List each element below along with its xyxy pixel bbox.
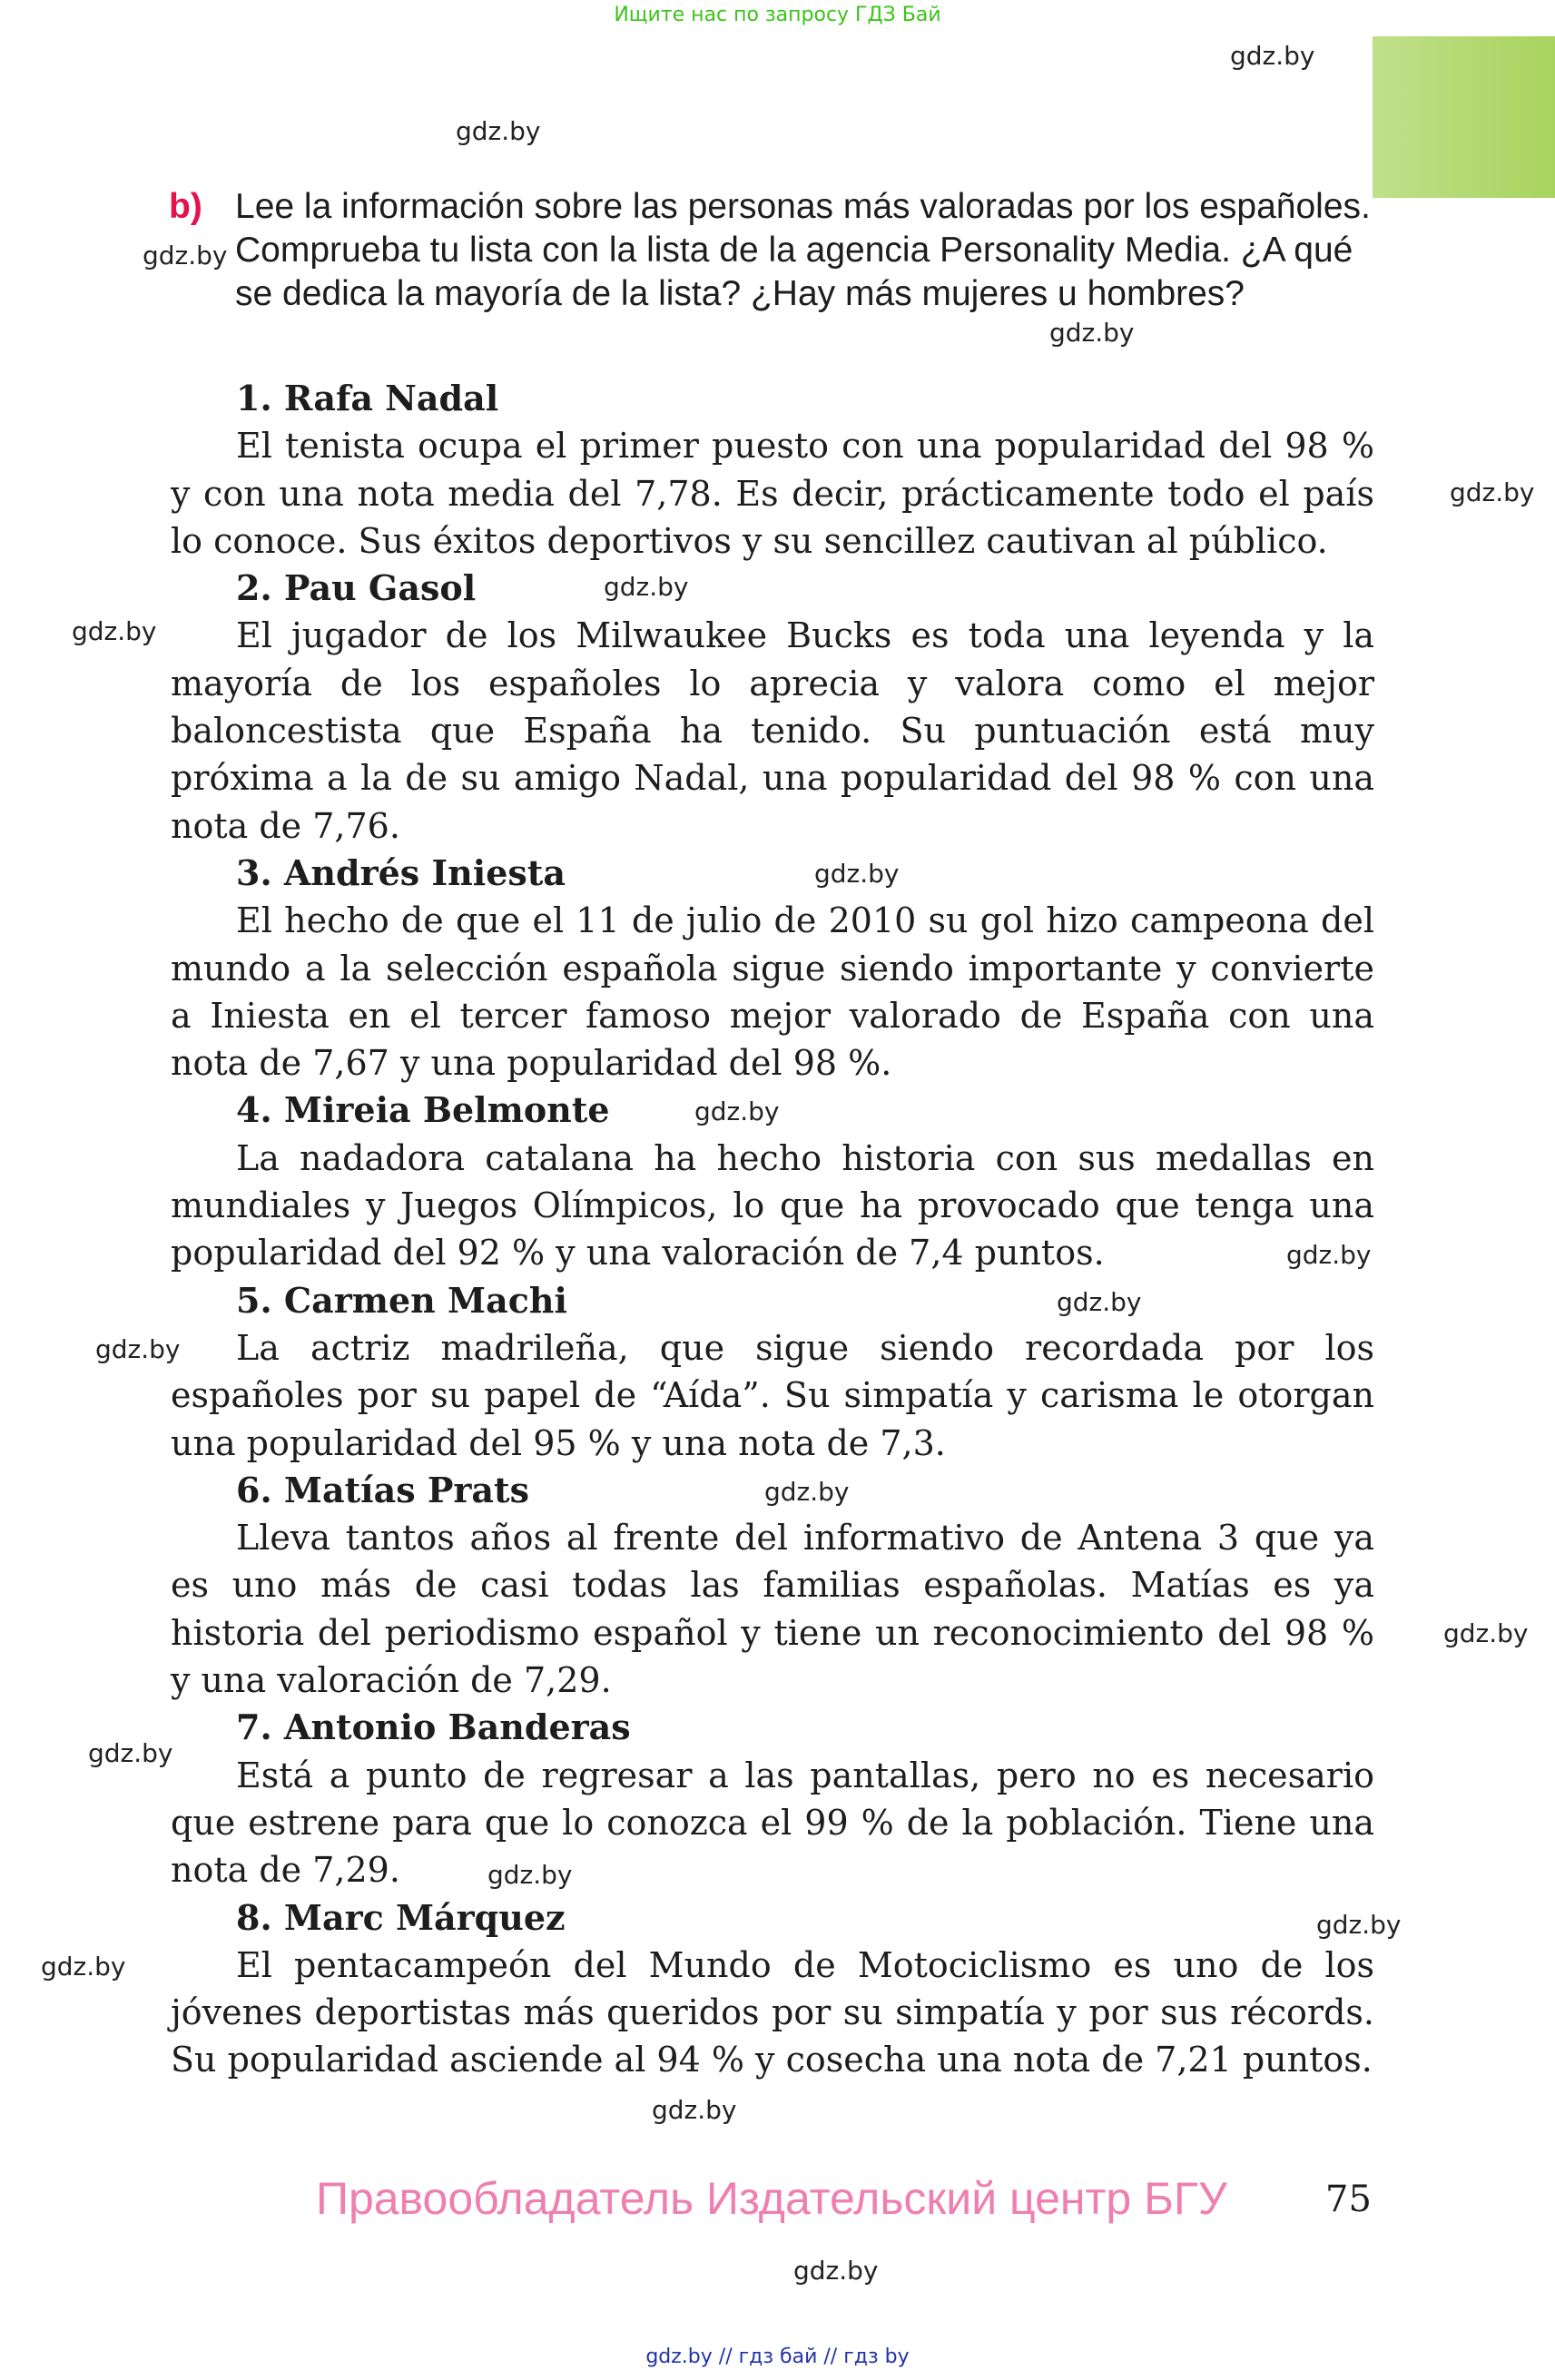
entry-title: 4. Mireia Belmonte bbox=[236, 1089, 610, 1131]
entry-text: El tenista ocupa el primer puesto con una popularidad del 98 % y con una nota media del 7,78. Es decir, prácticamente todo el país lo conoce. Sus éxitos deportivos y su sencillez cautivan al público. bbox=[171, 426, 1374, 561]
entry-text: Lleva tantos años al frente del informativo de Antena 3 que ya es uno más de casi todas las familias españolas. Matías es ya historia del periodismo español y tiene un reconocimiento del 98 % y una valoración de 7,29. bbox=[171, 1518, 1374, 1701]
entry-2 bbox=[171, 565, 1374, 850]
entry-text: La actriz madrileña, que sigue siendo recordada por los españoles por su papel de “Aída”. Su simpatía y carisma le otorgan una popularidad del 95 % y una nota de 7,3. bbox=[171, 1327, 1374, 1463]
entry-title: 3. Andrés Iniesta bbox=[236, 851, 566, 893]
bottom-links[interactable]: gdz.by // гдз бай // гдз by bbox=[645, 2346, 910, 2368]
watermark: gdz.by bbox=[88, 1738, 173, 1768]
ranking-list bbox=[171, 375, 1374, 2084]
watermark: gdz.by bbox=[814, 859, 900, 889]
corner-tab bbox=[1373, 36, 1555, 198]
watermark: gdz.by bbox=[487, 1860, 573, 1890]
entry-text: El hecho de que el 11 de julio de 2010 su gol hizo campeona del mundo a la selección española sigue siendo importante y convierte a Iniesta en el tercer famoso mejor valorado de España con una nota de 7,67 y una popularidad del 98 %. bbox=[171, 900, 1374, 1084]
watermark: gdz.by bbox=[764, 1477, 850, 1507]
entry-5 bbox=[171, 1277, 1374, 1467]
watermark: gdz.by bbox=[456, 116, 541, 146]
entry-title: 8. Marc Márquez bbox=[236, 1896, 566, 1938]
entry-title: 2. Pau Gasol bbox=[236, 567, 477, 609]
watermark: gdz.by bbox=[694, 1097, 780, 1126]
page-number: 75 bbox=[1325, 2178, 1372, 2220]
entry-3 bbox=[171, 850, 1374, 1087]
entry-text: La nadadora catalana ha hecho historia con sus medallas en mundiales y Juegos Olímpicos, lo que ha provocado que tenga una popularidad del 92 % y una valoración de 7,4 puntos. bbox=[171, 1137, 1374, 1274]
entry-title: 1. Rafa Nadal bbox=[236, 378, 499, 418]
entry-7 bbox=[171, 1704, 1374, 1893]
entry-title: 7. Antonio Banderas bbox=[236, 1706, 631, 1748]
task-instruction bbox=[169, 185, 1376, 316]
task-letter: b) bbox=[169, 187, 202, 226]
entry-text: Está a punto de regresar a las pantallas, pero no es necesario que estrene para que lo conozca el 99 % de la población. Tiene una nota de 7,29. bbox=[171, 1755, 1374, 1891]
watermark: gdz.by bbox=[1443, 1618, 1529, 1648]
top-banner[interactable]: Ищите нас по запросу ГДЗ Бай bbox=[614, 4, 941, 26]
watermark: gdz.by bbox=[1450, 477, 1535, 507]
watermark: gdz.by bbox=[1230, 41, 1315, 71]
task-text: Lee la información sobre las personas más valoradas por los españoles. Comprueba tu lista con la lista de la agencia Personality Media. ¿A qué se dedica la mayoría de la lista? ¿Hay más mujeres u hombres? bbox=[235, 187, 1371, 313]
watermark: gdz.by bbox=[1049, 318, 1135, 348]
watermark: gdz.by bbox=[1286, 1240, 1372, 1270]
watermark: gdz.by bbox=[143, 241, 228, 270]
watermark: gdz.by bbox=[652, 2095, 737, 2125]
watermark: gdz.by bbox=[1057, 1287, 1142, 1317]
watermark: gdz.by bbox=[95, 1334, 181, 1364]
entry-text: El pentacampeón del Mundo de Motociclismo es uno de los jóvenes deportistas más queridos por su simpatía y por sus récords. Su popularidad asciende al 94 % y cosecha una nota de 7,21 puntos. bbox=[171, 1944, 1374, 2080]
copyright-credit: Правообладатель Издательский центр БГУ bbox=[316, 2173, 1227, 2224]
watermark: gdz.by bbox=[72, 616, 157, 646]
entry-8 bbox=[171, 1894, 1374, 2084]
watermark: gdz.by bbox=[604, 572, 689, 602]
entry-1 bbox=[171, 375, 1374, 565]
watermark: gdz.by bbox=[793, 2256, 879, 2286]
watermark: gdz.by bbox=[41, 1952, 126, 1982]
entry-title: 6. Matías Prats bbox=[236, 1469, 529, 1510]
watermark: gdz.by bbox=[1316, 1910, 1402, 1940]
entry-text: El jugador de los Milwaukee Bucks es toda una leyenda y la mayoría de los españoles lo aprecia y valora como el mejor baloncestista que España ha tenido. Su puntuación está muy próxima a la de su amigo Nadal, una popularidad del 98 % con una nota de 7,76. bbox=[171, 615, 1374, 846]
entry-title: 5. Carmen Machi bbox=[236, 1279, 567, 1321]
